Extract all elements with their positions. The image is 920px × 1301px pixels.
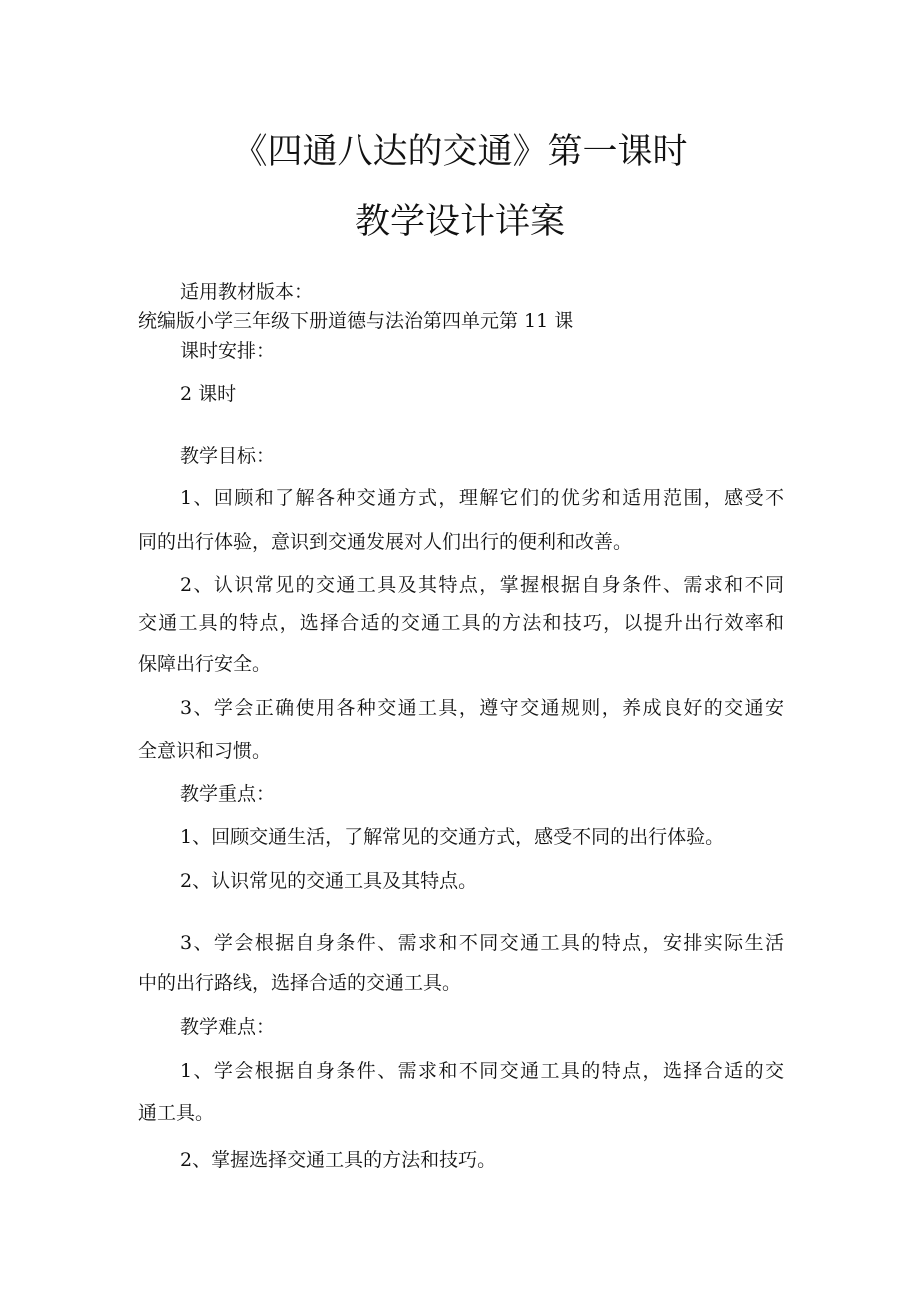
- objective-3-line-1: 3、学会正确使用各种交通工具，遵守交通规则，养成良好的交通安: [180, 697, 784, 719]
- document-subtitle: 教学设计详案: [354, 202, 565, 242]
- difficulty-2: 2、掌握选择交通工具的方法和技巧。: [180, 1149, 497, 1171]
- key-point-3-line-2: 中的出行路线，选择合适的交通工具。: [138, 972, 462, 994]
- key-points-heading: 教学重点：: [180, 783, 276, 805]
- objective-3-line-2: 全意识和习惯。: [138, 740, 272, 762]
- objective-2-line-3: 保障出行安全。: [138, 653, 272, 675]
- schedule-value: 2 课时: [180, 383, 237, 405]
- objective-1-line-2: 同的出行体验，意识到交通发展对人们出行的便利和改善。: [138, 531, 633, 553]
- edition-value: 统编版小学三年级下册道德与法治第四单元第 11 课: [138, 310, 574, 332]
- objective-1-line-1: 1、回顾和了解各种交通方式，理解它们的优劣和适用范围，感受不: [180, 487, 784, 509]
- edition-label: 适用教材版本：: [180, 281, 314, 303]
- key-point-2: 2、认识常见的交通工具及其特点。: [180, 870, 478, 892]
- difficulty-1-line-1: 1、学会根据自身条件、需求和不同交通工具的特点，选择合适的交: [180, 1060, 784, 1082]
- difficulty-1-line-2: 通工具。: [138, 1102, 215, 1124]
- key-point-3-line-1: 3、学会根据自身条件、需求和不同交通工具的特点，安排实际生活: [180, 932, 784, 954]
- document-title: 《四通八达的交通》第一课时: [232, 132, 688, 172]
- schedule-label: 课时安排：: [180, 340, 276, 362]
- key-point-1: 1、回顾交通生活，了解常见的交通方式，感受不同的出行体验。: [180, 826, 725, 848]
- objective-2-line-1: 2、认识常见的交通工具及其特点，掌握根据自身条件、需求和不同: [180, 574, 784, 596]
- difficulties-heading: 教学难点：: [180, 1016, 276, 1038]
- objectives-heading: 教学目标：: [180, 445, 276, 467]
- objective-2-line-2: 交通工具的特点，选择合适的交通工具的方法和技巧，以提升出行效率和: [138, 612, 784, 634]
